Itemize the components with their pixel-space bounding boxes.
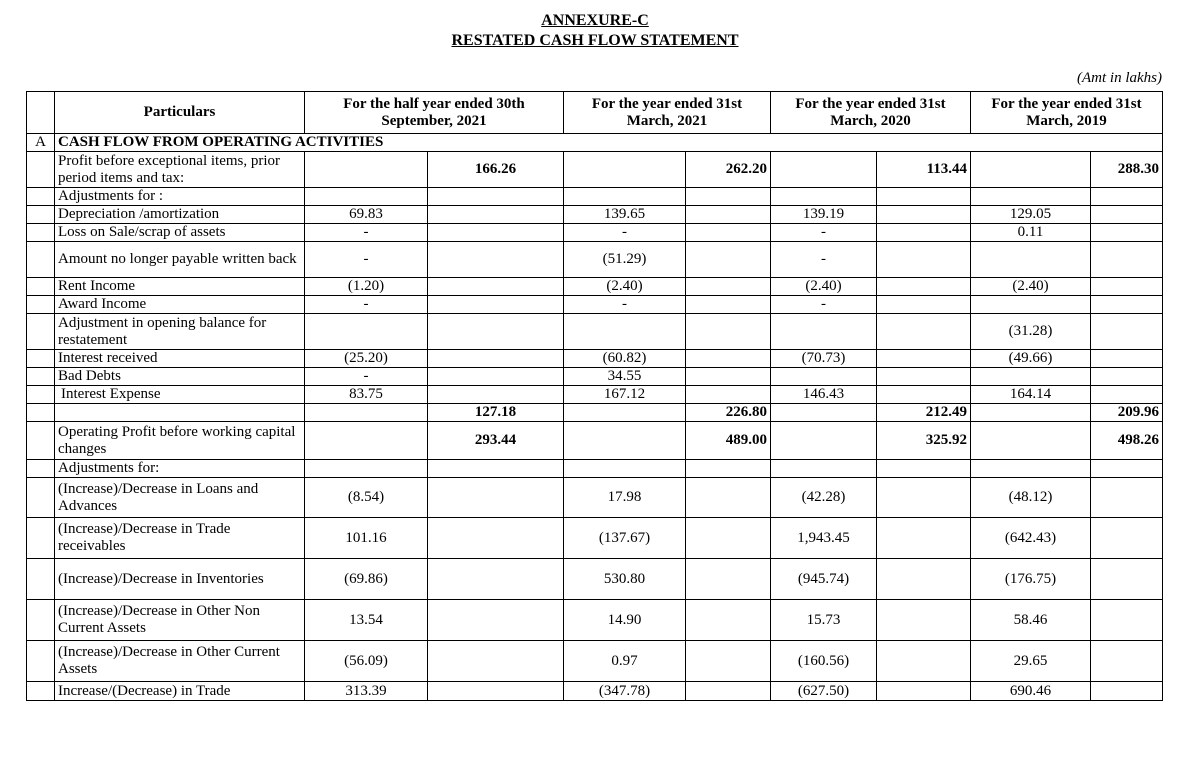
total-cell	[686, 641, 771, 682]
row-label: Depreciation /amortization	[55, 206, 305, 224]
table-row	[27, 224, 1163, 242]
row-code-cell	[27, 224, 55, 242]
total-cell: 212.49	[877, 404, 971, 422]
row-label: (Increase)/Decrease in Inventories	[55, 559, 305, 600]
header-particulars: Particulars	[55, 92, 305, 134]
total-cell	[1091, 460, 1163, 478]
row-code-cell	[27, 152, 55, 188]
header-blank-cell	[27, 92, 55, 134]
row-code-cell	[27, 278, 55, 296]
total-cell	[428, 278, 564, 296]
value-cell: 313.39	[305, 682, 428, 701]
total-cell	[877, 518, 971, 559]
value-cell: (347.78)	[564, 682, 686, 701]
total-cell	[686, 242, 771, 278]
table-row	[27, 278, 1163, 296]
table-header-row	[27, 92, 1163, 134]
value-cell: -	[305, 368, 428, 386]
cash-flow-table	[26, 91, 1163, 701]
value-cell	[971, 460, 1091, 478]
total-cell	[877, 368, 971, 386]
row-code-cell	[27, 350, 55, 368]
value-cell: 530.80	[564, 559, 686, 600]
total-cell	[877, 682, 971, 701]
total-cell	[686, 206, 771, 224]
value-cell: -	[771, 242, 877, 278]
value-cell	[971, 368, 1091, 386]
table-row	[27, 350, 1163, 368]
document-subtitle: RESTATED CASH FLOW STATEMENT	[451, 32, 739, 49]
total-cell	[877, 641, 971, 682]
total-cell: 293.44	[428, 422, 564, 460]
total-cell	[428, 368, 564, 386]
row-code-cell	[27, 296, 55, 314]
total-cell	[877, 296, 971, 314]
total-cell	[428, 386, 564, 404]
table-row	[27, 682, 1163, 701]
value-cell	[771, 152, 877, 188]
value-cell: 58.46	[971, 600, 1091, 641]
total-cell: 288.30	[1091, 152, 1163, 188]
total-cell	[1091, 682, 1163, 701]
value-cell: -	[305, 224, 428, 242]
value-cell: 139.65	[564, 206, 686, 224]
total-cell	[1091, 188, 1163, 206]
value-cell	[305, 404, 428, 422]
total-cell	[686, 314, 771, 350]
total-cell	[1091, 600, 1163, 641]
row-label: Bad Debts	[55, 368, 305, 386]
table-row	[27, 422, 1163, 460]
table-row	[27, 368, 1163, 386]
value-cell	[564, 188, 686, 206]
total-cell	[686, 278, 771, 296]
value-cell: (2.40)	[564, 278, 686, 296]
total-cell	[686, 460, 771, 478]
value-cell: 34.55	[564, 368, 686, 386]
amount-unit-note: (Amt in lakhs)	[1077, 70, 1162, 86]
row-label: Interest received	[55, 350, 305, 368]
section-title: CASH FLOW FROM OPERATING ACTIVITIES	[55, 134, 1163, 152]
total-cell	[686, 296, 771, 314]
total-cell: 209.96	[1091, 404, 1163, 422]
table-row	[27, 188, 1163, 206]
header-period-4: For the year ended 31st March, 2019	[971, 92, 1163, 134]
total-cell	[877, 314, 971, 350]
row-label: Adjustment in opening balance for restatement	[55, 314, 305, 350]
total-cell: 113.44	[877, 152, 971, 188]
row-code-cell	[27, 460, 55, 478]
row-label: Amount no longer payable written back	[55, 242, 305, 278]
total-cell	[1091, 224, 1163, 242]
value-cell: (642.43)	[971, 518, 1091, 559]
section-code: A	[27, 134, 55, 152]
total-cell: 498.26	[1091, 422, 1163, 460]
total-cell	[877, 188, 971, 206]
value-cell: -	[305, 242, 428, 278]
total-cell: 127.18	[428, 404, 564, 422]
value-cell: (137.67)	[564, 518, 686, 559]
value-cell: (176.75)	[971, 559, 1091, 600]
total-cell	[877, 600, 971, 641]
total-cell	[428, 600, 564, 641]
value-cell: 1,943.45	[771, 518, 877, 559]
total-cell	[877, 386, 971, 404]
total-cell	[686, 478, 771, 518]
row-label: Increase/(Decrease) in Trade	[55, 682, 305, 701]
table-row	[27, 314, 1163, 350]
table-row	[27, 460, 1163, 478]
total-cell	[1091, 242, 1163, 278]
table-row	[27, 206, 1163, 224]
total-cell	[686, 224, 771, 242]
row-label: (Increase)/Decrease in Loans and Advances	[55, 478, 305, 518]
table-row	[27, 559, 1163, 600]
row-label: Loss on Sale/scrap of assets	[55, 224, 305, 242]
value-cell	[771, 188, 877, 206]
value-cell	[971, 422, 1091, 460]
total-cell	[428, 314, 564, 350]
value-cell	[971, 296, 1091, 314]
total-cell	[1091, 518, 1163, 559]
table-row	[27, 600, 1163, 641]
value-cell: (31.28)	[971, 314, 1091, 350]
value-cell: 15.73	[771, 600, 877, 641]
value-cell	[305, 152, 428, 188]
total-cell	[428, 296, 564, 314]
value-cell: (25.20)	[305, 350, 428, 368]
value-cell	[564, 460, 686, 478]
value-cell	[305, 188, 428, 206]
value-cell: (49.66)	[971, 350, 1091, 368]
row-code-cell	[27, 242, 55, 278]
total-cell	[877, 242, 971, 278]
value-cell: 101.16	[305, 518, 428, 559]
row-code-cell	[27, 404, 55, 422]
total-cell	[1091, 296, 1163, 314]
total-cell: 166.26	[428, 152, 564, 188]
row-code-cell	[27, 386, 55, 404]
row-code-cell	[27, 518, 55, 559]
value-cell: 0.11	[971, 224, 1091, 242]
row-label	[55, 404, 305, 422]
header-period-2: For the year ended 31st March, 2021	[564, 92, 771, 134]
value-cell: 129.05	[971, 206, 1091, 224]
total-cell: 226.80	[686, 404, 771, 422]
total-cell	[1091, 206, 1163, 224]
value-cell	[971, 242, 1091, 278]
total-cell: 325.92	[877, 422, 971, 460]
total-cell	[877, 278, 971, 296]
value-cell	[971, 404, 1091, 422]
total-cell: 489.00	[686, 422, 771, 460]
row-code-cell	[27, 682, 55, 701]
total-cell	[877, 350, 971, 368]
total-cell	[428, 559, 564, 600]
row-label: Adjustments for :	[55, 188, 305, 206]
row-code-cell	[27, 368, 55, 386]
value-cell: 17.98	[564, 478, 686, 518]
value-cell: (48.12)	[971, 478, 1091, 518]
value-cell: 167.12	[564, 386, 686, 404]
table-row	[27, 641, 1163, 682]
value-cell	[305, 460, 428, 478]
total-cell	[428, 682, 564, 701]
value-cell	[971, 188, 1091, 206]
value-cell: 164.14	[971, 386, 1091, 404]
header-period-1: For the half year ended 30th September, 2021	[305, 92, 564, 134]
total-cell	[686, 518, 771, 559]
total-cell	[1091, 278, 1163, 296]
value-cell	[564, 422, 686, 460]
value-cell: -	[771, 296, 877, 314]
total-cell	[877, 224, 971, 242]
value-cell	[305, 422, 428, 460]
row-label: Interest Expense	[55, 386, 305, 404]
total-cell	[877, 460, 971, 478]
table-row	[27, 242, 1163, 278]
row-label: Adjustments for:	[55, 460, 305, 478]
total-cell	[1091, 478, 1163, 518]
total-cell	[1091, 641, 1163, 682]
total-cell	[428, 242, 564, 278]
value-cell	[971, 152, 1091, 188]
table-row	[27, 296, 1163, 314]
total-cell	[1091, 559, 1163, 600]
total-cell	[428, 460, 564, 478]
value-cell	[564, 314, 686, 350]
value-cell: (1.20)	[305, 278, 428, 296]
table-row	[27, 152, 1163, 188]
total-cell	[428, 224, 564, 242]
value-cell	[771, 404, 877, 422]
value-cell: 14.90	[564, 600, 686, 641]
value-cell	[305, 314, 428, 350]
value-cell: -	[564, 296, 686, 314]
value-cell	[771, 314, 877, 350]
total-cell	[1091, 350, 1163, 368]
subtotal-row	[27, 404, 1163, 422]
total-cell	[877, 559, 971, 600]
total-cell	[1091, 314, 1163, 350]
total-cell	[686, 368, 771, 386]
table-row	[27, 386, 1163, 404]
value-cell: 146.43	[771, 386, 877, 404]
table-row	[27, 518, 1163, 559]
document-title: ANNEXURE-C	[541, 12, 649, 29]
value-cell: -	[564, 224, 686, 242]
value-cell: (8.54)	[305, 478, 428, 518]
row-label: (Increase)/Decrease in Other Current Assets	[55, 641, 305, 682]
value-cell: 0.97	[564, 641, 686, 682]
total-cell	[686, 600, 771, 641]
row-label: (Increase)/Decrease in Other Non Current Assets	[55, 600, 305, 641]
row-label: Operating Profit before working capital changes	[55, 422, 305, 460]
value-cell: (160.56)	[771, 641, 877, 682]
table-row	[27, 478, 1163, 518]
row-code-cell	[27, 478, 55, 518]
total-cell	[428, 350, 564, 368]
total-cell	[428, 518, 564, 559]
row-code-cell	[27, 188, 55, 206]
value-cell: 139.19	[771, 206, 877, 224]
total-cell	[1091, 386, 1163, 404]
total-cell	[686, 188, 771, 206]
total-cell	[686, 350, 771, 368]
total-cell	[1091, 368, 1163, 386]
total-cell	[686, 559, 771, 600]
row-code-cell	[27, 422, 55, 460]
total-cell: 262.20	[686, 152, 771, 188]
value-cell: 690.46	[971, 682, 1091, 701]
value-cell: (70.73)	[771, 350, 877, 368]
total-cell	[686, 386, 771, 404]
row-code-cell	[27, 314, 55, 350]
value-cell	[771, 422, 877, 460]
row-code-cell	[27, 641, 55, 682]
value-cell: 69.83	[305, 206, 428, 224]
value-cell	[771, 460, 877, 478]
header-period-3: For the year ended 31st March, 2020	[771, 92, 971, 134]
value-cell: (60.82)	[564, 350, 686, 368]
value-cell: -	[771, 224, 877, 242]
row-label: Award Income	[55, 296, 305, 314]
total-cell	[877, 478, 971, 518]
value-cell: (56.09)	[305, 641, 428, 682]
value-cell: 13.54	[305, 600, 428, 641]
row-label: Profit before exceptional items, prior period items and tax:	[55, 152, 305, 188]
value-cell: (2.40)	[971, 278, 1091, 296]
value-cell: (42.28)	[771, 478, 877, 518]
total-cell	[428, 206, 564, 224]
value-cell: (2.40)	[771, 278, 877, 296]
section-row	[27, 134, 1163, 152]
total-cell	[877, 206, 971, 224]
value-cell: (627.50)	[771, 682, 877, 701]
value-cell: (69.86)	[305, 559, 428, 600]
value-cell	[564, 152, 686, 188]
total-cell	[686, 682, 771, 701]
total-cell	[428, 641, 564, 682]
total-cell	[428, 188, 564, 206]
row-code-cell	[27, 600, 55, 641]
value-cell: (945.74)	[771, 559, 877, 600]
row-code-cell	[27, 206, 55, 224]
value-cell	[771, 368, 877, 386]
row-label: (Increase)/Decrease in Trade receivables	[55, 518, 305, 559]
value-cell	[564, 404, 686, 422]
total-cell	[428, 478, 564, 518]
row-code-cell	[27, 559, 55, 600]
row-label: Rent Income	[55, 278, 305, 296]
value-cell: 29.65	[971, 641, 1091, 682]
value-cell: -	[305, 296, 428, 314]
value-cell: (51.29)	[564, 242, 686, 278]
value-cell: 83.75	[305, 386, 428, 404]
